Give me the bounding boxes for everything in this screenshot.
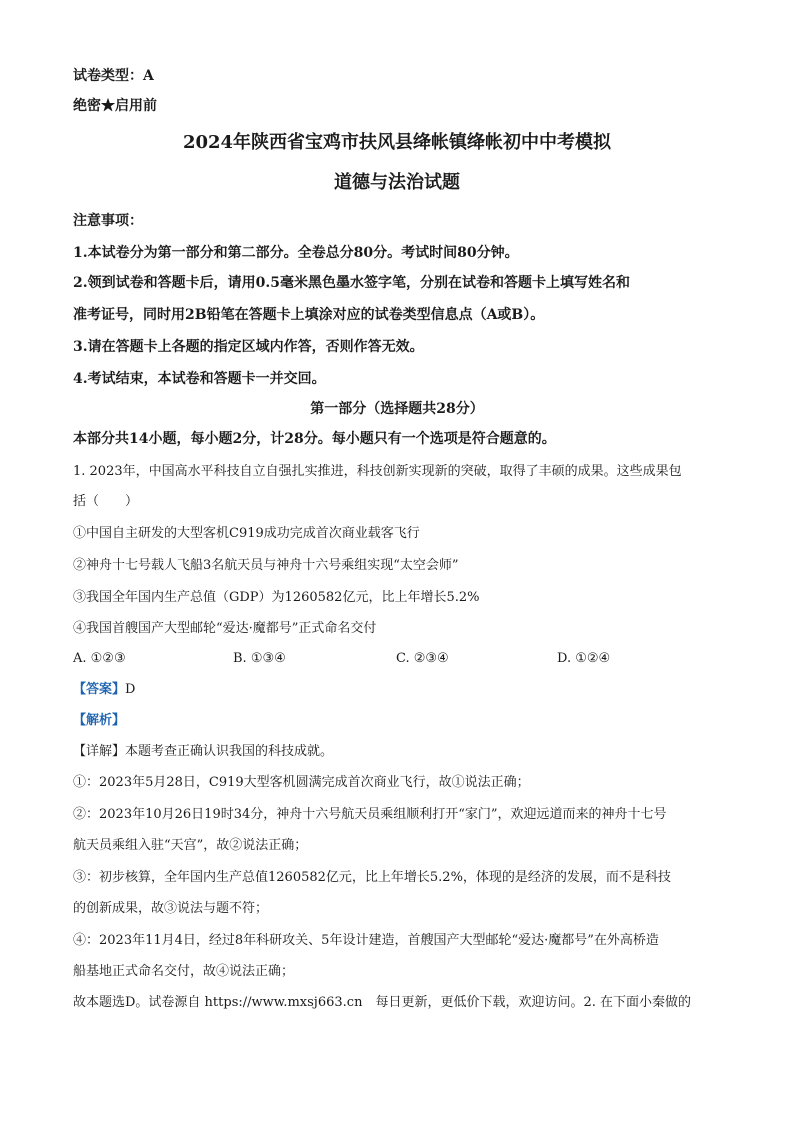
page-subtitle: 道德与法治试题 <box>334 172 460 193</box>
notes-heading: 注意事项： <box>73 213 143 229</box>
answer-label: 【答案】 <box>73 682 126 697</box>
option-c: C. ②③④ <box>396 651 449 666</box>
option-a: A. ①②③ <box>73 651 126 666</box>
question-stem: 括（ ） <box>73 494 139 509</box>
analysis-line: 航天员乘组入驻“天宫”，故②说法正确； <box>73 838 308 853</box>
note-item: 准考证号，同时用2B铅笔在答题卡上填涂对应的试卷类型信息点（A或B）。 <box>73 307 545 323</box>
part1-heading: 第一部分（选择题共28分） <box>310 401 484 417</box>
note-item: 3.请在答题卡上各题的指定区域内作答，否则作答无效。 <box>73 339 424 355</box>
analysis-line: 故本题选D。试卷源自 https://www.mxsj663.cn 每日更新，更低价下载，欢迎访问。2. 在下面小秦做的 <box>73 995 691 1010</box>
analysis-label <box>73 711 733 731</box>
note-item: 1.本试卷分为第一部分和第二部分。全卷总分80分。考试时间80分钟。 <box>73 245 519 261</box>
detail-text: 本题考查正确认识我国的科技成就。 <box>125 744 334 759</box>
analysis-line: ①：2023年5月28日，C919大型客机圆满完成首次商业飞行，故①说法正确； <box>73 775 530 790</box>
question-item: ④我国首艘国产大型邮轮“爱达·魔都号”正式命名交付 <box>73 621 377 636</box>
analysis-line: ③：初步核算，全年国内生产总值1260582亿元，比上年增长5.2%，体现的是经济的发展，而不是科技 <box>73 870 671 885</box>
analysis-label-text: 【解析】 <box>73 713 126 728</box>
note-item: 2.领到试卷和答题卡后，请用0.5毫米黑色墨水签字笔，分别在试卷和答题卡上填写姓名和 <box>73 275 630 291</box>
option-d: D. ①②④ <box>557 651 611 666</box>
question-item: ①中国自主研发的大型客机C919成功完成首次商业载客飞行 <box>73 526 420 541</box>
note-item: 4.考试结束，本试卷和答题卡一并交回。 <box>73 371 326 387</box>
page-title: 2024年陕西省宝鸡市扶风县绛帐镇绛帐初中中考模拟 <box>182 132 612 153</box>
question-item: ③我国全年国内生产总值（GDP）为1260582亿元，比上年增长5.2% <box>73 590 480 605</box>
analysis-line: ②：2023年10月26日19时34分，神舟十六号航天员乘组顺利打开“家门”，欢迎远道而来的神舟十七号 <box>73 807 667 822</box>
paper-type: 试卷类型：A <box>73 68 154 84</box>
secret-label: 绝密★启用前 <box>73 98 157 114</box>
part1-instructions: 本部分共14小题，每小题2分，计28分。每小题只有一个选项是符合题意的。 <box>73 431 556 447</box>
option-b: B. ①③④ <box>233 651 286 666</box>
answer-line <box>73 680 733 700</box>
analysis-line: 的创新成果，故③说法与题不符； <box>73 901 269 916</box>
analysis-line: 船基地正式命名交付，故④说法正确； <box>73 964 295 979</box>
question-stem: 1. 2023年，中国高水平科技自立自强扎实推进，科技创新实现新的突破，取得了丰硕的成果。这些成果包 <box>73 464 682 479</box>
answer-value: D <box>125 682 136 697</box>
analysis-line: ④：2023年11月4日，经过8年科研攻关、5年设计建造，首艘国产大型邮轮“爱达·魔都号”在外高桥造 <box>73 933 659 948</box>
detail-line <box>73 742 733 762</box>
question-item: ②神舟十七号载人飞船3名航天员与神舟十六号乘组实现“太空会师” <box>73 558 459 573</box>
detail-label: 【详解】 <box>73 744 126 759</box>
